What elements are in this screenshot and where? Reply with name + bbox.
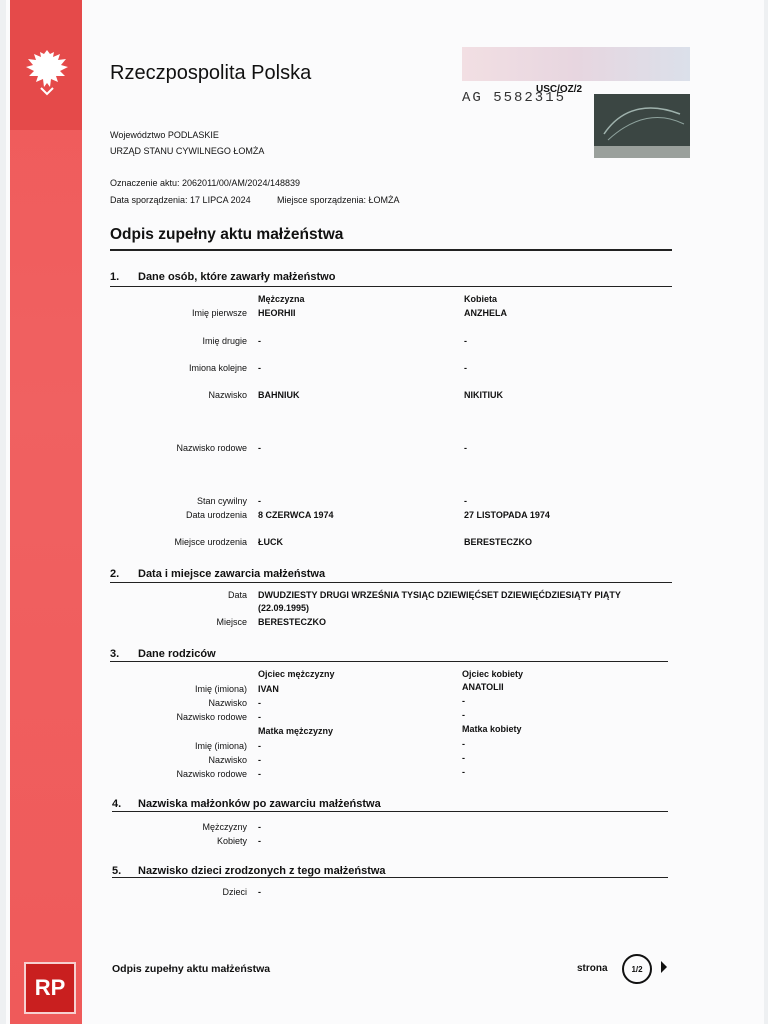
hologram-strip bbox=[594, 146, 690, 158]
mother-man-maiden-name: - bbox=[258, 769, 261, 779]
s1-label-birth-place: Miejsce urodzenia bbox=[174, 537, 247, 547]
section5-title: Nazwisko dzieci zrodzonych z tego małżeństwa bbox=[138, 865, 386, 877]
father-man-maiden-name: - bbox=[258, 712, 261, 722]
father-man-given-names: IVAN bbox=[258, 684, 279, 694]
next-page-arrow-icon[interactable] bbox=[661, 961, 667, 973]
page-number-badge bbox=[622, 954, 652, 984]
serial-number: AG 5582315 bbox=[462, 90, 567, 106]
father-man-header: Ojciec mężczyzny bbox=[258, 669, 335, 679]
mother-man-given-names: - bbox=[258, 741, 261, 751]
country-title: Rzeczpospolita Polska bbox=[110, 62, 312, 84]
s2-date-numeric: (22.09.1995) bbox=[258, 603, 310, 613]
s5-children-value: - bbox=[258, 887, 261, 897]
act-designation: Oznaczenie aktu: 2062011/00/AM/2024/148839 bbox=[110, 178, 300, 188]
section3-title: Dane rodziców bbox=[138, 648, 216, 660]
s1-man-birth-date: 8 CZERWCA 1974 bbox=[258, 510, 334, 520]
s2-place-value: BERESTECZKO bbox=[258, 617, 327, 627]
s1-label-civil-status: Stan cywilny bbox=[196, 496, 247, 506]
s5-children-label: Dzieci bbox=[222, 887, 247, 897]
mother-woman-maiden-name: - bbox=[462, 767, 465, 777]
serial-code: USC/OZ/2 bbox=[536, 84, 583, 95]
s3-label-maiden-1: Nazwisko rodowe bbox=[176, 712, 247, 722]
s1-man-surname: BAHNIUK bbox=[258, 390, 300, 400]
col-woman-header: Kobieta bbox=[464, 294, 498, 304]
s1-woman-birth-place: BERESTECZKO bbox=[464, 537, 533, 547]
footer-page-label: strona bbox=[577, 963, 608, 974]
s3-label-given-names-2: Imię (imiona) bbox=[194, 741, 247, 751]
issue-date: Data sporządzenia: 17 LIPCA 2024 bbox=[110, 195, 251, 205]
s1-woman-birth-date: 27 LISTOPADA 1974 bbox=[464, 510, 550, 520]
section1-number: 1. bbox=[110, 271, 120, 283]
s1-label-second-name: Imię drugie bbox=[202, 336, 247, 346]
page-number: 1/2 bbox=[631, 964, 643, 974]
s4-man-label: Mężczyzny bbox=[202, 822, 247, 832]
s3-label-given-names-1: Imię (imiona) bbox=[194, 684, 247, 694]
s4-woman-label: Kobiety bbox=[216, 836, 247, 846]
section1-rule bbox=[110, 286, 672, 287]
section3-number: 3. bbox=[110, 648, 120, 660]
s2-date-value: DWUDZIESTY DRUGI WRZEŚNIA TYSIĄC DZIEWIĘĆSET DZIEWIĘĆDZIESIĄTY PIĄTY bbox=[258, 590, 621, 600]
s1-label-first-name: Imię pierwsze bbox=[191, 308, 247, 318]
father-woman-maiden-name: - bbox=[462, 710, 465, 720]
s1-woman-first-name: ANZHELA bbox=[464, 308, 507, 318]
s1-man-first-name: HEORHII bbox=[258, 308, 296, 318]
white-eagle-emblem-icon bbox=[24, 44, 70, 100]
s1-label-maiden-name: Nazwisko rodowe bbox=[176, 443, 247, 453]
s3-label-surname-2: Nazwisko bbox=[208, 755, 247, 765]
rp-badge: RP bbox=[24, 962, 76, 1014]
s3-label-maiden-2: Nazwisko rodowe bbox=[176, 769, 247, 779]
mother-woman-given-names: - bbox=[462, 739, 465, 749]
s1-man-maiden-name: - bbox=[258, 443, 261, 453]
s2-place-label: Miejsce bbox=[216, 617, 247, 627]
issue-place: Miejsce sporządzenia: ŁOMŻA bbox=[277, 195, 400, 205]
title-rule bbox=[110, 249, 672, 251]
mother-man-surname: - bbox=[258, 755, 261, 765]
section4-number: 4. bbox=[112, 798, 122, 810]
s1-man-further-names: - bbox=[258, 363, 261, 373]
s1-label-further-names: Imiona kolejne bbox=[188, 363, 247, 373]
s1-label-surname: Nazwisko bbox=[208, 390, 247, 400]
father-woman-header: Ojciec kobiety bbox=[462, 669, 524, 679]
s1-woman-further-names: - bbox=[464, 363, 467, 373]
document-title: Odpis zupełny aktu małżeństwa bbox=[110, 226, 344, 243]
s4-man-value: - bbox=[258, 822, 261, 832]
section3-rule bbox=[110, 661, 668, 662]
s1-man-civil-status: - bbox=[258, 496, 261, 506]
mother-woman-surname: - bbox=[462, 753, 465, 763]
section5-number: 5. bbox=[112, 865, 122, 877]
s1-woman-maiden-name: - bbox=[464, 443, 467, 453]
father-man-surname: - bbox=[258, 698, 261, 708]
registry-office: URZĄD STANU CYWILNEGO ŁOMŻA bbox=[110, 146, 265, 156]
father-woman-surname: - bbox=[462, 696, 465, 706]
section4-title: Nazwiska małżonków po zawarciu małżeństwa bbox=[138, 798, 381, 810]
s2-date-label: Data bbox=[227, 590, 247, 600]
mother-woman-header: Matka kobiety bbox=[462, 724, 522, 734]
hologram-band bbox=[462, 47, 690, 81]
section1-title: Dane osób, które zawarły małżeństwo bbox=[138, 271, 336, 283]
s1-woman-second-name: - bbox=[464, 336, 467, 346]
section2-number: 2. bbox=[110, 568, 120, 580]
s3-label-surname-1: Nazwisko bbox=[208, 698, 247, 708]
footer-title: Odpis zupełny aktu małżeństwa bbox=[112, 963, 271, 975]
section2-title: Data i miejsce zawarcia małżeństwa bbox=[138, 568, 326, 580]
section5-rule bbox=[112, 877, 668, 878]
s1-man-second-name: - bbox=[258, 336, 261, 346]
section4-rule bbox=[112, 811, 668, 812]
section2-rule bbox=[110, 582, 672, 583]
red-side-strip bbox=[10, 0, 82, 1024]
father-woman-given-names: ANATOLII bbox=[462, 682, 504, 692]
mother-man-header: Matka mężczyzny bbox=[258, 726, 334, 736]
col-man-header: Mężczyzna bbox=[258, 294, 305, 304]
hologram-patch bbox=[594, 94, 690, 146]
s4-woman-value: - bbox=[258, 836, 261, 846]
s1-woman-civil-status: - bbox=[464, 496, 467, 506]
s1-label-birth-date: Data urodzenia bbox=[185, 510, 247, 520]
s1-man-birth-place: ŁUCK bbox=[258, 537, 283, 547]
voivodeship: Województwo PODLASKIE bbox=[110, 130, 219, 140]
s1-woman-surname: NIKITIUK bbox=[464, 390, 503, 400]
